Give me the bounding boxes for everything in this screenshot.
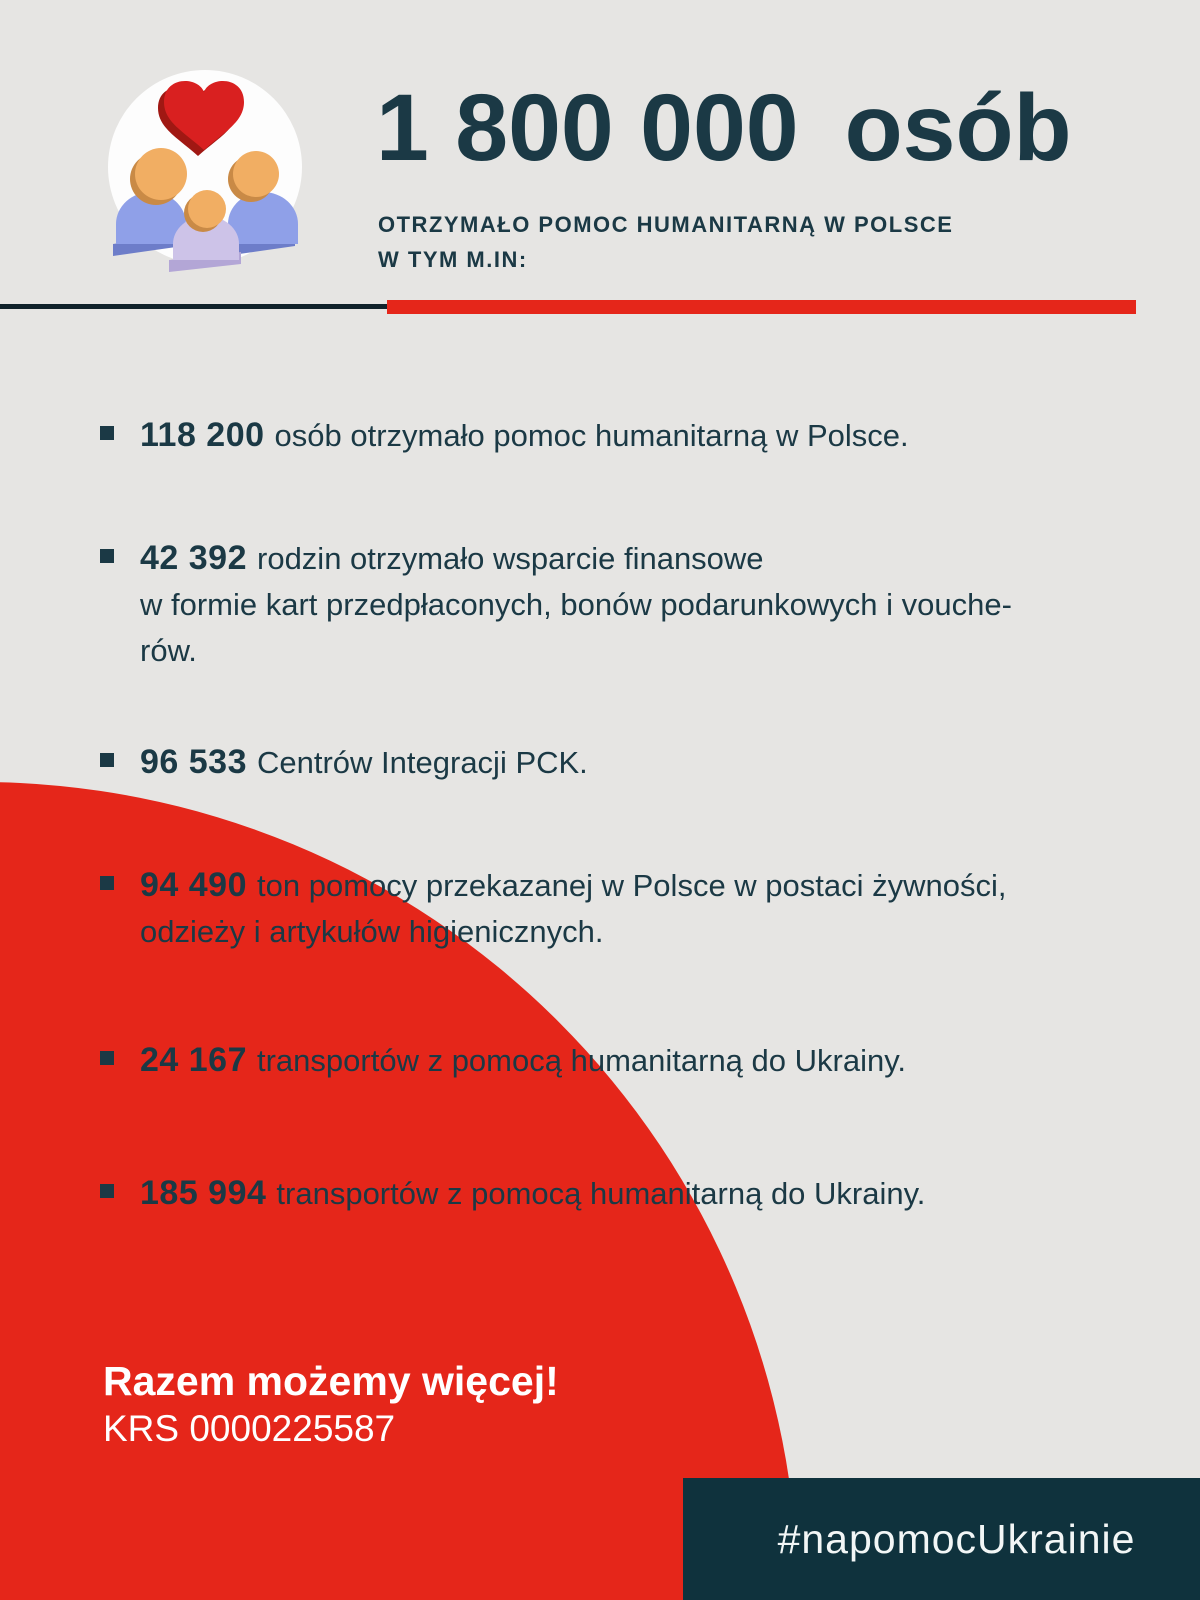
hashtag-banner: [683, 1478, 1200, 1600]
family-with-heart-svg: [105, 62, 305, 280]
family-with-heart-icon: [105, 62, 305, 280]
headline-unit: osób: [844, 75, 1072, 181]
bullet-square-icon: [100, 426, 114, 440]
bullet-square-icon: [100, 549, 114, 563]
subtitle-line-1: OTRZYMAŁO POMOC HUMANITARNĄ W POLSCE: [378, 212, 954, 237]
stat-value: 185 994: [140, 1174, 267, 1212]
stat-text: transportów z pomocą humanitarną do Ukrainy.: [276, 1176, 926, 1211]
headline: [376, 75, 1072, 181]
stat-value: 42 392: [140, 539, 247, 577]
stat-value: 24 167: [140, 1041, 247, 1079]
stat-item: [100, 1037, 1110, 1084]
footer-krs-number: KRS 0000225587: [103, 1408, 396, 1449]
subtitle: [378, 207, 953, 277]
stat-text: transportów z pomocą humanitarną do Ukrainy.: [257, 1043, 907, 1078]
stat-value: 96 533: [140, 743, 247, 781]
headline-number: 1 800 000: [376, 75, 799, 181]
stat-item: [100, 535, 1110, 674]
bullet-square-icon: [100, 876, 114, 890]
stat-value: 94 490: [140, 866, 247, 904]
divider-dark-line: [0, 304, 387, 309]
stat-text: ton pomocy przekazanej w Polsce w postaci żywności, odzieży i artykułów higienicznych.: [140, 868, 1007, 949]
footer-tagline: Razem możemy więcej!: [103, 1358, 559, 1404]
stat-item: [100, 862, 1110, 955]
bullet-square-icon: [100, 1184, 114, 1198]
stat-text: rodzin otrzymało wsparcie finansowe w formie kart przedpłaconych, bonów podarunkowych i vouche- rów.: [140, 541, 1012, 668]
divider-red-line: [387, 300, 1136, 314]
stat-item: [100, 1170, 1110, 1217]
stat-item: [100, 412, 1110, 459]
bullet-square-icon: [100, 753, 114, 767]
hashtag-text: #napomocUkrainie: [777, 1515, 1136, 1562]
stat-item: [100, 739, 1110, 786]
subtitle-line-2: W TYM M.IN:: [378, 247, 528, 272]
bullet-square-icon: [100, 1051, 114, 1065]
stat-text: osób otrzymało pomoc humanitarną w Polsce.: [274, 418, 909, 453]
stat-value: 118 200: [140, 416, 265, 454]
stat-text: Centrów Integracji PCK.: [257, 745, 588, 780]
